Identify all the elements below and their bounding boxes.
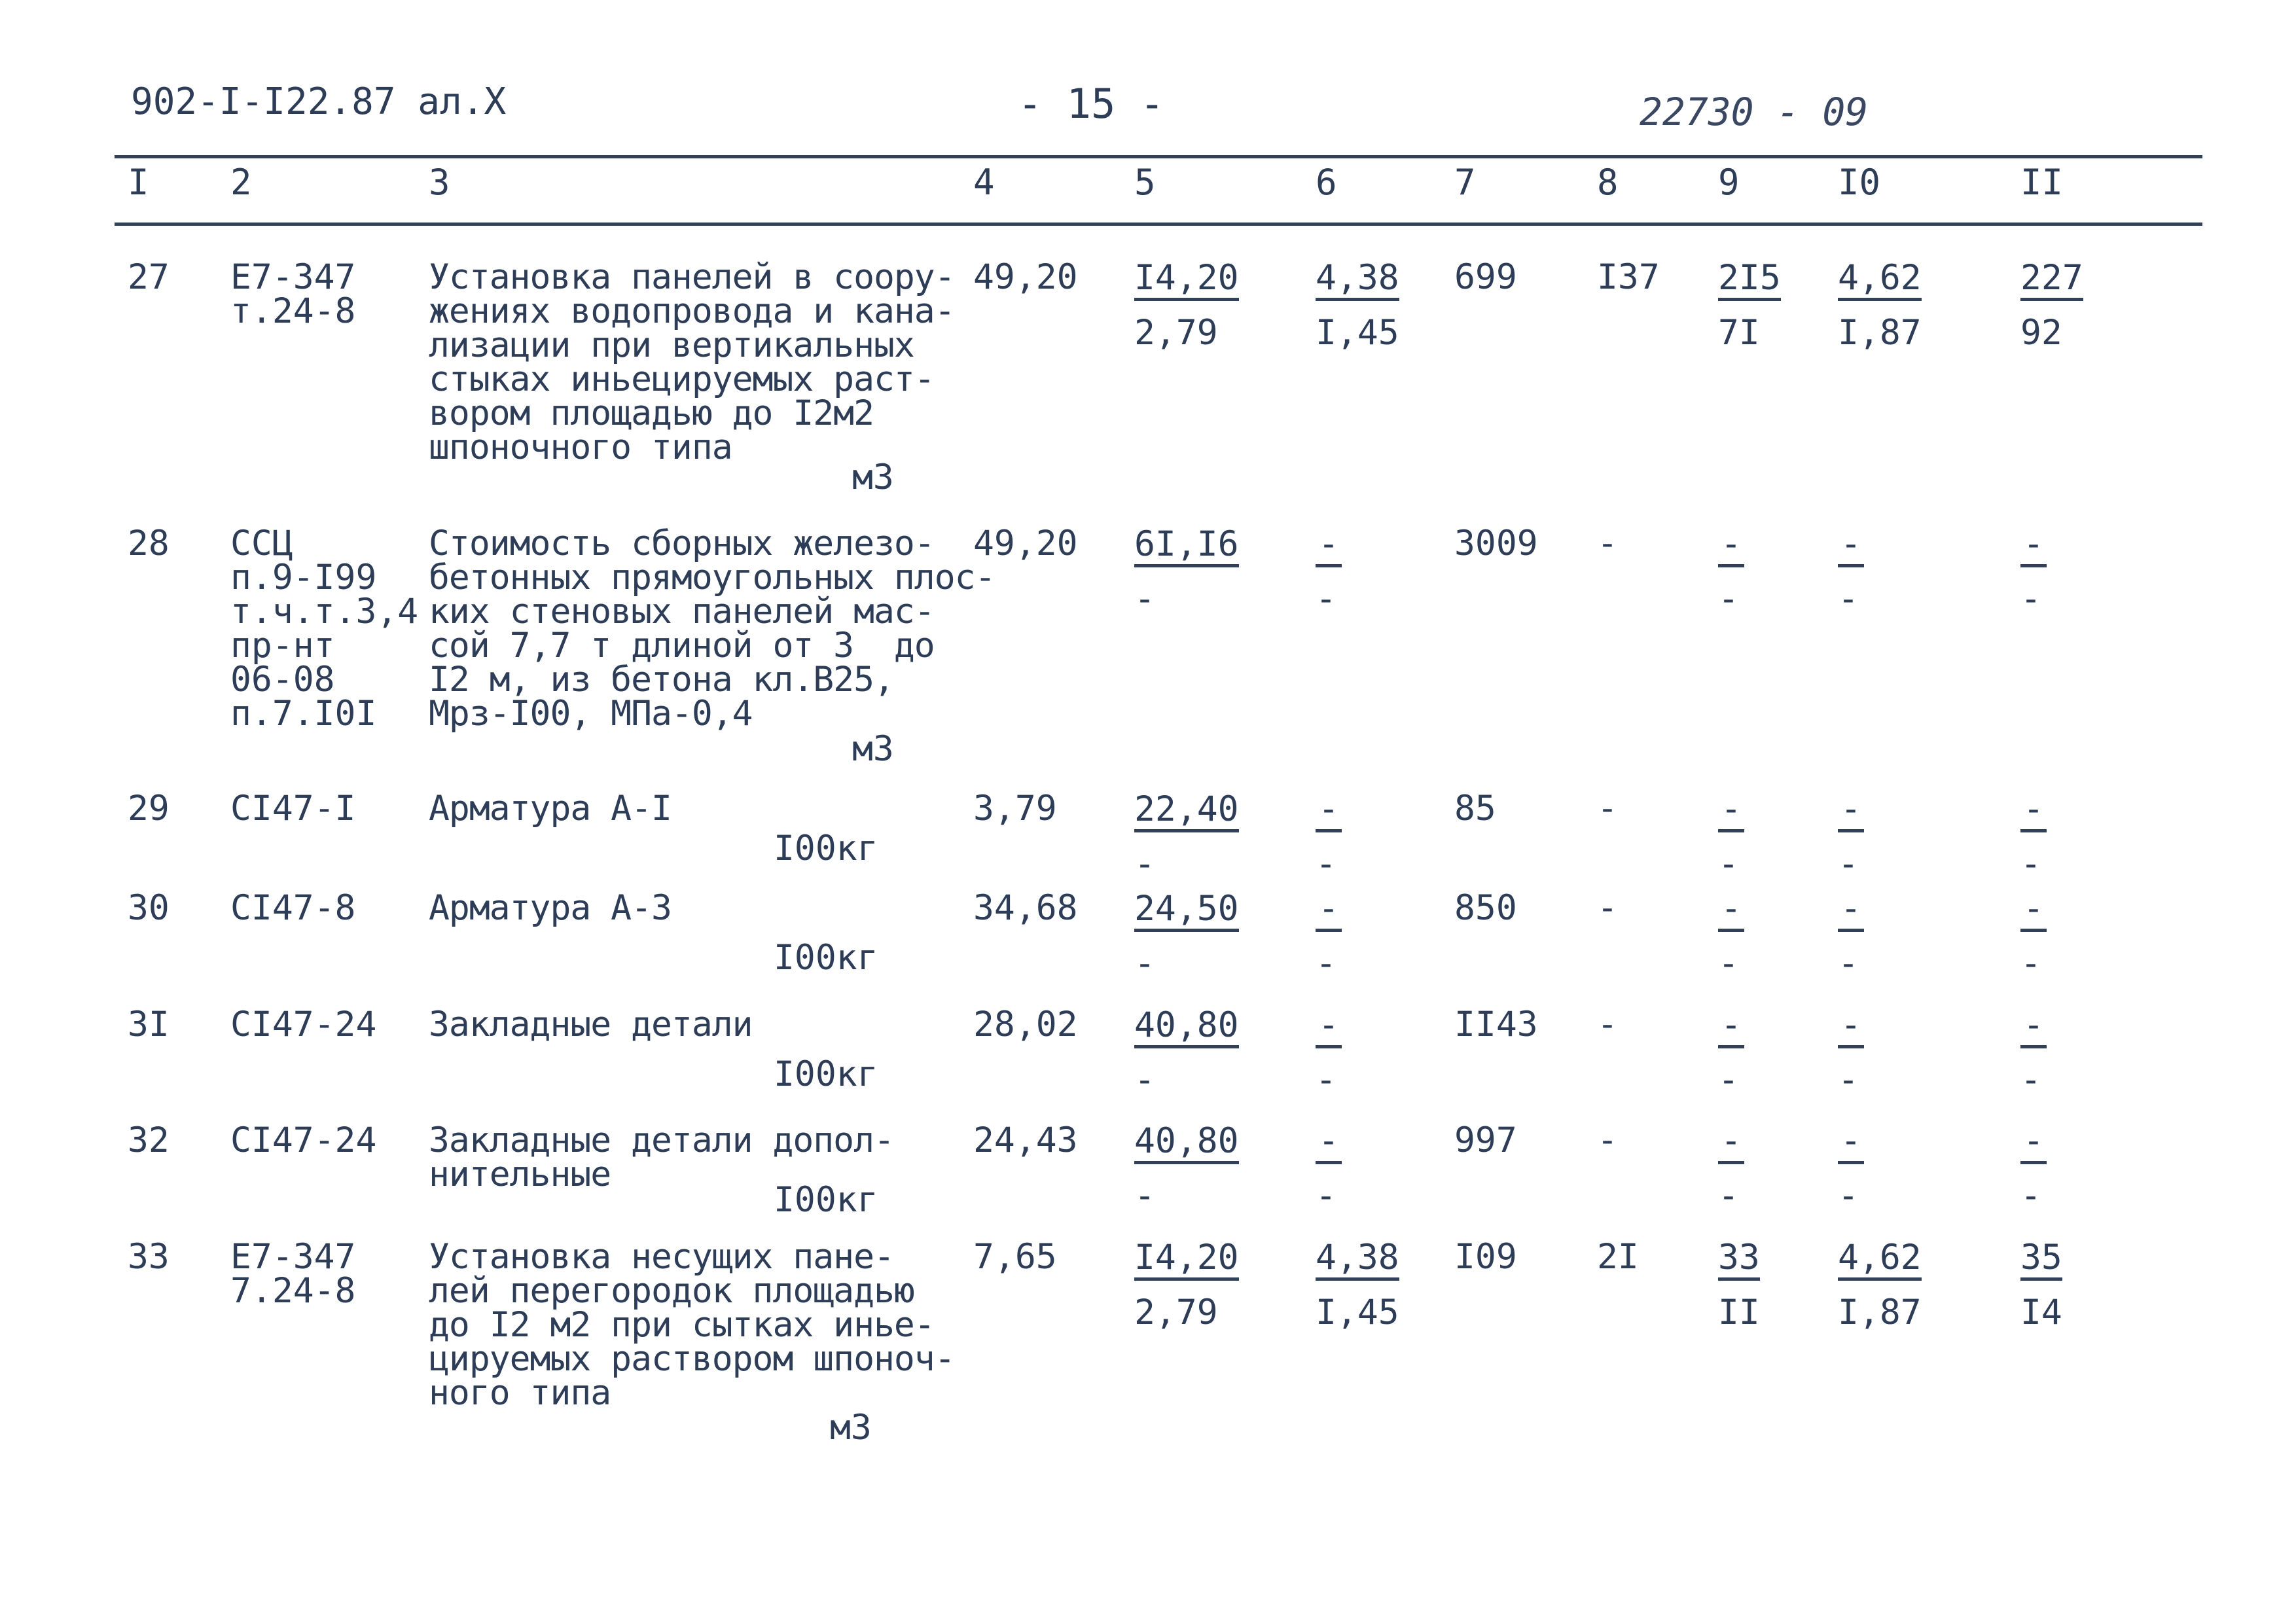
- fraction-denominator: І,87: [1838, 313, 1922, 353]
- total-cost: І09: [1454, 1237, 1517, 1277]
- work-description: Арматура А-І: [429, 789, 672, 829]
- quantity: 49,20: [973, 524, 1078, 563]
- fraction-c5: [1134, 258, 1239, 353]
- fraction-denominator: -: [1316, 944, 1336, 984]
- row-number: 27: [128, 257, 170, 297]
- fraction-c9: [1718, 1005, 1744, 1100]
- page-number: - 15 -: [1018, 80, 1164, 128]
- row-number: 29: [128, 789, 170, 829]
- work-description: Установка панелей в соору- жениях водопровода и кана- лизации при вертикальных стыках иньецируемых раст- вором площадью до І2м2 шпоночного типа: [429, 257, 955, 467]
- column-header-11: II: [2020, 162, 2064, 203]
- wage-total: -: [1597, 1120, 1618, 1160]
- fraction-denominator: -: [1838, 944, 1859, 984]
- work-description: Закладные детали: [429, 1005, 753, 1044]
- total-cost: ІІ43: [1454, 1005, 1538, 1044]
- fraction-denominator: -: [2020, 844, 2041, 884]
- fraction-denominator: -: [1718, 844, 1739, 884]
- column-header-6: 6: [1316, 162, 1337, 203]
- fraction-numerator: 33: [1718, 1240, 1760, 1281]
- fraction-numerator: -: [1838, 891, 1864, 932]
- fraction-numerator: -: [1838, 792, 1864, 832]
- fraction-c6: [1316, 258, 1399, 353]
- work-description: Закладные детали допол- нительные: [429, 1120, 894, 1194]
- unit-of-measure: м3: [852, 457, 894, 497]
- fraction-denominator: -: [1316, 579, 1336, 619]
- fraction-denominator: 7І: [1718, 313, 1760, 353]
- fraction-numerator: -: [1316, 891, 1342, 932]
- wage-total: 2І: [1597, 1237, 1639, 1277]
- fraction-c9: [1718, 1121, 1744, 1216]
- quantity: 24,43: [973, 1120, 1078, 1160]
- fraction-numerator: -: [2020, 792, 2047, 832]
- quantity: 28,02: [973, 1005, 1078, 1044]
- fraction-c10: [1838, 1240, 1922, 1330]
- fraction-denominator: -: [1134, 1176, 1155, 1216]
- wage-total: -: [1597, 888, 1618, 928]
- wage-total: -: [1597, 1005, 1618, 1044]
- fraction-numerator: -: [1838, 527, 1864, 567]
- fraction-denominator: -: [2020, 944, 2041, 984]
- row-number: 3І: [128, 1005, 170, 1044]
- total-cost: 85: [1454, 789, 1496, 829]
- fraction-numerator: 4,62: [1838, 1240, 1922, 1281]
- quantity: 7,65: [973, 1237, 1057, 1277]
- column-header-9: 9: [1718, 162, 1740, 203]
- fraction-c10: [1838, 789, 1864, 884]
- total-cost: 699: [1454, 257, 1517, 297]
- total-cost: 3009: [1454, 524, 1538, 563]
- fraction-c9: [1718, 789, 1744, 884]
- fraction-denominator: 2,79: [1134, 313, 1218, 353]
- fraction-c10: [1838, 258, 1922, 353]
- fraction-c11: [2020, 1121, 2047, 1216]
- quantity: 3,79: [973, 789, 1057, 829]
- norm-code: СІ47-24: [230, 1005, 377, 1044]
- fraction-numerator: 6І,І6: [1134, 527, 1239, 567]
- table-header-rule: [115, 223, 2202, 226]
- fraction-denominator: -: [1134, 844, 1155, 884]
- unit-of-measure: І00кг: [774, 1180, 878, 1220]
- fraction-denominator: -: [2020, 1060, 2041, 1100]
- fraction-numerator: 35: [2020, 1240, 2062, 1281]
- fraction-denominator: І,45: [1316, 313, 1399, 353]
- fraction-numerator: -: [2020, 1124, 2047, 1164]
- column-header-2: 2: [230, 162, 252, 203]
- fraction-denominator: 92: [2020, 313, 2062, 353]
- fraction-denominator: -: [1718, 1060, 1739, 1100]
- row-number: 28: [128, 524, 170, 563]
- fraction-c6: [1316, 889, 1342, 984]
- fraction-c5: [1134, 1240, 1239, 1330]
- fraction-c11: [2020, 789, 2047, 884]
- column-header-10: I0: [1838, 162, 1881, 203]
- fraction-c11: [2020, 1240, 2062, 1330]
- unit-of-measure: м3: [830, 1408, 872, 1448]
- fraction-c11: [2020, 889, 2047, 984]
- fraction-denominator: І,87: [1838, 1293, 1922, 1332]
- norm-code: Е7-347 т.24-8: [230, 257, 356, 331]
- fraction-numerator: -: [1838, 1008, 1864, 1048]
- fraction-numerator: -: [1316, 1008, 1342, 1048]
- fraction-numerator: -: [1718, 1008, 1744, 1048]
- table-top-rule: [115, 155, 2202, 158]
- fraction-c9: [1718, 524, 1744, 619]
- fraction-numerator: 24,50: [1134, 891, 1239, 932]
- fraction-denominator: -: [1316, 844, 1336, 884]
- unit-of-measure: І00кг: [774, 1054, 878, 1094]
- fraction-c9: [1718, 889, 1744, 984]
- fraction-denominator: -: [1838, 579, 1859, 619]
- fraction-numerator: -: [2020, 527, 2047, 567]
- fraction-c5: [1134, 889, 1239, 984]
- wage-total: -: [1597, 789, 1618, 829]
- fraction-denominator: -: [2020, 1176, 2041, 1216]
- fraction-c6: [1316, 524, 1342, 619]
- quantity: 34,68: [973, 888, 1078, 928]
- fraction-denominator: І,45: [1316, 1293, 1399, 1332]
- fraction-c10: [1838, 1121, 1864, 1216]
- fraction-denominator: -: [1838, 1060, 1859, 1100]
- fraction-numerator: -: [1718, 891, 1744, 932]
- quantity: 49,20: [973, 257, 1078, 297]
- fraction-numerator: 227: [2020, 260, 2083, 301]
- fraction-c11: [2020, 258, 2083, 353]
- fraction-c11: [2020, 1005, 2047, 1100]
- fraction-numerator: І4,20: [1134, 260, 1239, 301]
- fraction-c10: [1838, 1005, 1864, 1100]
- fraction-numerator: -: [1316, 1124, 1342, 1164]
- total-cost: 997: [1454, 1120, 1517, 1160]
- fraction-c9: [1718, 1240, 1760, 1330]
- inventory-number: 22730 - 09: [1640, 90, 1869, 134]
- column-header-7: 7: [1454, 162, 1476, 203]
- fraction-denominator: -: [1718, 1176, 1739, 1216]
- fraction-numerator: -: [1718, 527, 1744, 567]
- fraction-c10: [1838, 889, 1864, 984]
- fraction-numerator: 4,38: [1316, 260, 1399, 301]
- unit-of-measure: І00кг: [774, 938, 878, 978]
- row-number: 32: [128, 1120, 170, 1160]
- total-cost: 850: [1454, 888, 1517, 928]
- fraction-c6: [1316, 1005, 1342, 1100]
- fraction-c6: [1316, 789, 1342, 884]
- column-header-1: I: [128, 162, 149, 203]
- norm-code: ССЦ п.9-І99 т.ч.т.3,4 пр-нт 06-08 п.7.І0І: [230, 524, 419, 734]
- fraction-numerator: -: [1316, 792, 1342, 832]
- column-header-5: 5: [1134, 162, 1156, 203]
- fraction-numerator: -: [1718, 792, 1744, 832]
- fraction-denominator: -: [2020, 579, 2041, 619]
- fraction-numerator: -: [2020, 1008, 2047, 1048]
- fraction-denominator: -: [1134, 1060, 1155, 1100]
- fraction-c11: [2020, 524, 2047, 619]
- fraction-denominator: -: [1316, 1060, 1336, 1100]
- norm-code: СІ47-8: [230, 888, 356, 928]
- fraction-numerator: -: [2020, 891, 2047, 932]
- fraction-c5: [1134, 524, 1239, 619]
- fraction-denominator: -: [1134, 944, 1155, 984]
- fraction-numerator: -: [1718, 1124, 1744, 1164]
- wage-total: -: [1597, 524, 1618, 563]
- fraction-c6: [1316, 1121, 1342, 1216]
- wage-total: І37: [1597, 257, 1660, 297]
- fraction-c5: [1134, 1005, 1239, 1100]
- norm-code: СІ47-І: [230, 789, 356, 829]
- fraction-numerator: 4,62: [1838, 260, 1922, 301]
- work-description: Арматура А-3: [429, 888, 672, 928]
- fraction-denominator: -: [1838, 844, 1859, 884]
- column-header-4: 4: [973, 162, 995, 203]
- fraction-c9: [1718, 258, 1781, 353]
- norm-code: Е7-347 7.24-8: [230, 1237, 356, 1311]
- fraction-denominator: -: [1134, 579, 1155, 619]
- row-number: 33: [128, 1237, 170, 1277]
- fraction-c10: [1838, 524, 1864, 619]
- fraction-denominator: -: [1838, 1176, 1859, 1216]
- fraction-denominator: -: [1718, 944, 1739, 984]
- column-header-8: 8: [1597, 162, 1619, 203]
- fraction-numerator: 40,80: [1134, 1008, 1239, 1048]
- fraction-numerator: 40,80: [1134, 1124, 1239, 1164]
- unit-of-measure: І00кг: [774, 829, 878, 868]
- fraction-denominator: 2,79: [1134, 1293, 1218, 1332]
- row-number: 30: [128, 888, 170, 928]
- fraction-denominator: І4: [2020, 1293, 2062, 1332]
- fraction-c5: [1134, 789, 1239, 884]
- fraction-denominator: -: [1316, 1176, 1336, 1216]
- fraction-numerator: І4,20: [1134, 1240, 1239, 1281]
- column-header-3: 3: [429, 162, 450, 203]
- unit-of-measure: м3: [852, 729, 894, 769]
- document-code: 902-І-І22.87 ал.Х: [131, 80, 507, 123]
- fraction-numerator: -: [1316, 527, 1342, 567]
- fraction-denominator: ІІ: [1718, 1293, 1760, 1332]
- norm-code: СІ47-24: [230, 1120, 377, 1160]
- fraction-numerator: -: [1838, 1124, 1864, 1164]
- fraction-numerator: 2І5: [1718, 260, 1781, 301]
- work-description: Установка несущих пане- лей перегородок площадью до І2 м2 при сытках инье- цируемых раствором шпоноч- ного типа: [429, 1237, 955, 1413]
- fraction-c5: [1134, 1121, 1239, 1216]
- fraction-c6: [1316, 1240, 1399, 1330]
- fraction-numerator: 4,38: [1316, 1240, 1399, 1281]
- fraction-numerator: 22,40: [1134, 792, 1239, 832]
- work-description: Стоимость сборных железо- бетонных прямоугольных плос- ких стеновых панелей мас- сой 7,7 т длиной от 3 до І2 м, из бетона кл.В25, Мрз-І00, МПа-0,4: [429, 524, 996, 734]
- fraction-denominator: -: [1718, 579, 1739, 619]
